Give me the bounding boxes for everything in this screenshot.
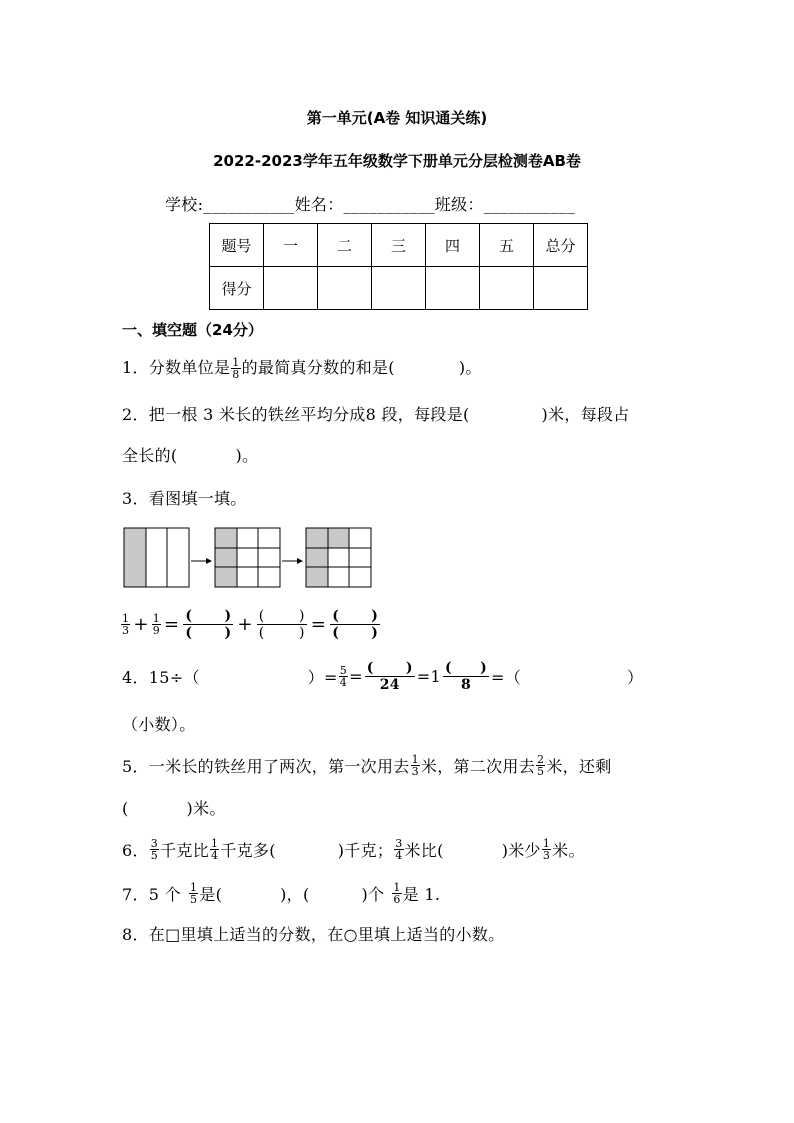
fraction [536,754,545,777]
paren: ) [299,608,305,624]
paren: ) [224,608,232,624]
question-6 [122,838,585,861]
numerator: 3 [150,837,159,850]
student-info-line: 学校:___________姓名：___________班级：___________ [165,195,575,214]
denominator: 9 [152,624,161,637]
q7-text: )，( [280,885,310,904]
score-input-cell[interactable] [264,267,318,310]
question-2-cont [122,443,258,466]
denominator: 5 [537,765,545,778]
paren: ( [185,608,193,624]
fraction [542,838,551,861]
q7-text: 7．5 个 [122,885,181,904]
q6-text: )米少 [501,841,541,860]
score-input-cell[interactable] [372,267,426,310]
shaded-cell [328,528,349,548]
q2-text: )米，每段占 [541,405,630,424]
q7-text: )个 [361,885,385,904]
fraction [189,882,198,905]
numerator: 1 [152,612,161,625]
q6-text: )千克； [337,841,394,860]
paren: ( [258,608,265,624]
paren: ) [371,625,379,641]
page-subtitle: 2022-2023学年五年级数学下册单元分层检测卷AB卷 [213,152,581,170]
denominator: 3 [122,624,130,637]
fraction [392,882,401,905]
answer-fraction[interactable] [183,608,233,641]
q6-text: 千克比 [160,841,209,860]
fraction [339,665,348,688]
q5-text: 米，还剩 [546,757,612,776]
equals-sign: = [349,667,363,686]
denominator: 6 [393,893,401,906]
paren: ( [258,625,265,641]
arrow-head-icon [297,558,303,564]
answer-fraction[interactable] [330,608,380,641]
q6-text: 米比( [404,841,444,860]
table-cell: 得分 [210,267,264,310]
table-cell: 二 [318,224,372,267]
denominator: 3 [542,849,551,862]
numerator: 1 [122,612,130,625]
denominator: 8 [232,368,240,381]
score-input-cell[interactable] [318,267,372,310]
question-2 [122,402,630,425]
score-input-cell[interactable] [534,267,588,310]
denominator: 5 [150,849,159,862]
fraction [152,613,161,636]
q5-text: ( [122,799,129,818]
plus-sign: + [133,614,149,635]
numerator: 1 [393,881,401,894]
fraction [411,754,420,777]
shaded-cell [306,528,328,587]
numerator: 1 [211,837,219,850]
table-cell: 四 [426,224,480,267]
table-cell: 三 [372,224,426,267]
paren: ) [480,660,487,676]
plus-sign: + [237,614,253,635]
q4-text: =（ [491,668,522,687]
section-heading: 一、填空题（24分） [122,321,263,339]
question-8: 8．在□里填上适当的分数，在○里填上适当的小数。 [122,925,505,944]
q7-text: 是( [199,885,223,904]
score-table-header-row [210,224,588,267]
question-5-cont [122,796,226,819]
answer-fraction[interactable] [443,660,489,693]
fraction [210,838,219,861]
paren: ( [185,625,193,641]
page-title: 第一单元(A卷 知识通关练) [306,109,488,127]
numerator: 5 [339,664,348,677]
q1-text: )。 [458,358,482,377]
fraction [231,357,240,380]
q2-text: 全长的( [122,446,178,465]
fraction [394,838,403,861]
score-table-score-row [210,267,588,310]
q1-text: 1．分数单位是 [122,358,231,377]
q2-text: 2．把一根 3 米长的铁丝平均分成8 段，每段是( [122,405,470,424]
table-cell: 五 [480,224,534,267]
question-1 [122,355,482,380]
question-3: 3．看图填一填。 [122,489,247,508]
numerator: 1 [411,753,419,766]
numerator: 2 [537,753,545,766]
arrow-head-icon [206,558,212,564]
paren: ( [445,660,452,676]
fraction [150,838,159,861]
q4-text: 4．15÷（ [122,668,200,687]
equals-sign: = [164,614,180,635]
denominator: 4 [339,676,348,689]
q2-text: )。 [235,446,259,465]
q5-text: 5．一米长的铁丝用了两次，第一次用去 [122,757,410,776]
table-cell: 一 [264,224,318,267]
score-table [209,223,588,310]
denominator: 5 [189,893,198,906]
shaded-cell [124,528,146,587]
answer-fraction[interactable] [365,660,415,693]
denominator: 4 [211,849,219,862]
numerator: 3 [395,837,403,850]
question-7 [122,882,440,905]
q7-text: 是 1. [402,885,441,904]
q3-equation [120,608,382,641]
q4-text: ）= [307,668,338,687]
q5-text: )米。 [186,799,226,818]
paren: ( [332,625,340,641]
fraction [121,613,130,636]
shaded-cell [215,528,237,587]
question-5 [122,754,612,777]
paren: ( [332,608,340,624]
numerator: 1 [232,356,240,369]
score-input-cell[interactable] [426,267,480,310]
numerator: 1 [542,837,551,850]
denominator: 24 [379,677,400,693]
score-input-cell[interactable] [480,267,534,310]
whole-number: 1 [430,667,441,686]
denominator: 4 [395,849,403,862]
q6-text: 6． [122,841,149,860]
paren: ) [405,660,413,676]
q5-text: 米，第二次用去 [420,757,536,776]
table-cell: 题号 [210,224,264,267]
q4-text: ） [627,668,644,687]
equals-sign: = [310,614,327,635]
denominator: 8 [460,677,472,693]
q6-text: 千克多( [220,841,276,860]
paren: ) [299,625,305,641]
paren: ) [224,625,232,641]
answer-fraction[interactable] [257,608,307,641]
q6-text: 米。 [552,841,585,860]
denominator: 3 [411,765,419,778]
numerator: 1 [189,881,198,894]
equals-sign: = [416,667,431,686]
question-4 [122,660,643,693]
paren: ( [366,660,374,676]
table-cell: 总分 [534,224,588,267]
q1-text: 的最简真分数的和是( [241,358,395,377]
question-4-cont: （小数）。 [122,715,196,734]
fraction-diagram [120,524,380,590]
paren: ) [371,608,379,624]
